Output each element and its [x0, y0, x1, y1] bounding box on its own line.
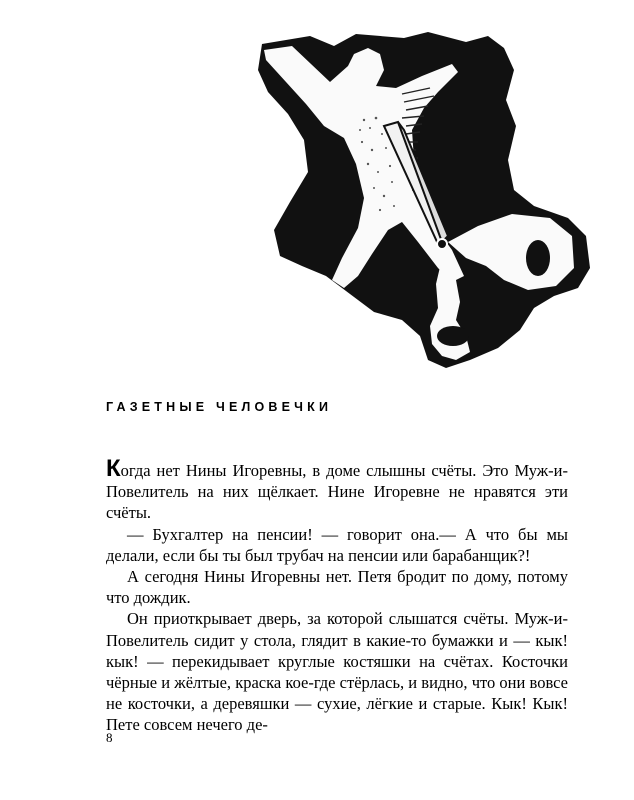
- story-text: [106, 455, 568, 736]
- paragraph-2: — Бухгалтер на пенсии! — говорит она.— А что бы мы делали, если бы ты был трубач на пенсии или барабанщик?!: [106, 524, 568, 565]
- scissors-handle-right-hole: [526, 240, 550, 276]
- chapter-title: ГАЗЕТНЫЕ ЧЕЛОВЕЧКИ: [106, 400, 333, 414]
- scissors-handle-left-hole: [437, 326, 469, 346]
- paper-figure-with-scissors-icon: [252, 30, 592, 370]
- scissors-pivot: [437, 239, 447, 249]
- page-number: 8: [106, 730, 113, 745]
- paragraph-1-text: огда нет Нины Игоревны, в доме слышны счёты. Это Муж-и-Повелитель на них щёлкает. Нине Игоревне не нравятся эти счёты.: [106, 461, 568, 523]
- drop-cap: К: [106, 455, 121, 482]
- paragraph-4: Он приоткрывает дверь, за которой слышатся счёты. Муж-и-Повелитель сидит у стола, глядит в какие-то бумажки и — кык! кык! — перекидывает круглые костяшки на счётах. Косточки чёрные и жёлтые, краска кое-где стёрлась, и видно, что они вовсе не косточки, а деревяшки — сухие, лёгкие и старые. Кык! Кык! Пете совсем нечего де-: [106, 609, 568, 735]
- paragraph-3: А сегодня Нины Игоревны нет. Петя бродит по дому, потому что дождик.: [106, 567, 568, 608]
- paragraph-1: [106, 455, 568, 524]
